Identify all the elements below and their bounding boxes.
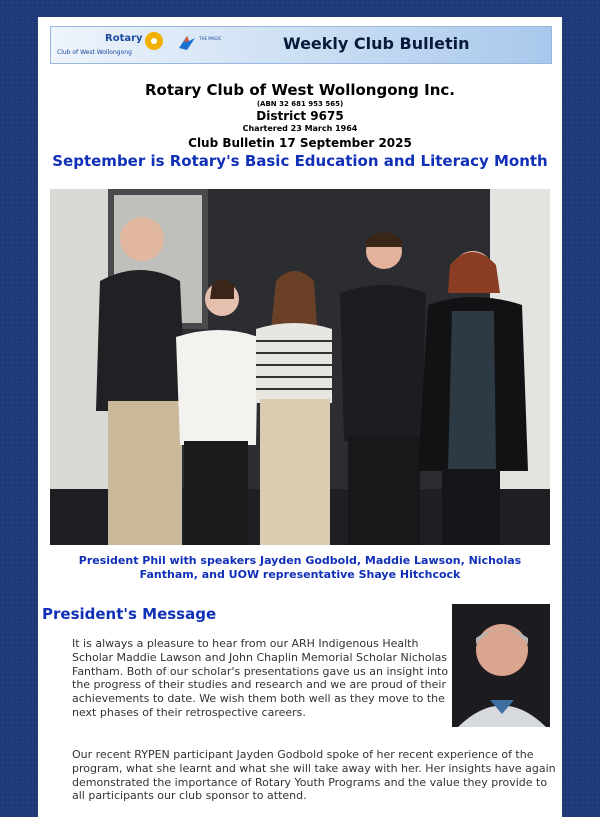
bulletin-sheet — [38, 17, 562, 817]
banner-title: Weekly Club Bulletin — [283, 34, 470, 53]
president-portrait-illustration — [452, 604, 550, 727]
presidents-message-title: President's Message — [42, 605, 217, 623]
bulletin-date: Club Bulletin 17 September 2025 — [188, 136, 412, 150]
president-portrait — [452, 604, 550, 727]
charter-date: Chartered 23 March 1964 — [242, 124, 358, 133]
group-photo-illustration — [50, 189, 550, 545]
rotary-logo-subtitle: Club of West Wollongong — [57, 49, 132, 56]
club-name: Rotary Club of West Wollongong Inc. — [144, 81, 455, 99]
month-theme-heading: September is Rotary's Basic Education and Literacy Month — [52, 152, 548, 170]
photo-caption: President Phil with speakers Jayden Godbold, Maddie Lawson, Nicholas Fantham, and UOW representative Shaye Hitchcock — [78, 554, 522, 581]
theme-logo-text: THE MAGIC — [199, 36, 222, 41]
rotary-theme-logo-icon — [177, 32, 197, 52]
club-abn: (ABN 32 681 953 565) — [256, 100, 344, 108]
presidents-message-paragraph-1: It is always a pleasure to hear from our ARH Indigenous Health Scholar Maddie Lawson and John Chaplin Memorial Scholar Nicholas Fantham. Both of our scholar's presentations gave us an insight into the progress of their studies and research and we are proud of their achievements to date. We wish them both well as they move to the next phases of their retrospective careers. — [72, 637, 449, 719]
group-photo — [50, 189, 550, 545]
presidents-message-paragraph-2: Our recent RYPEN participant Jayden Godbold spoke of her recent experience of the program, what she learnt and what she will take away with her. Her insights have again demonstrated the importance of Rotary Youth Programs and the value they provide to all participants our club sponsor to attend. — [72, 748, 556, 803]
bulletin-banner — [50, 26, 552, 64]
rotary-logo-text: Rotary — [105, 33, 143, 44]
district: District 9675 — [256, 109, 344, 123]
rotary-wheel-icon — [145, 32, 163, 50]
